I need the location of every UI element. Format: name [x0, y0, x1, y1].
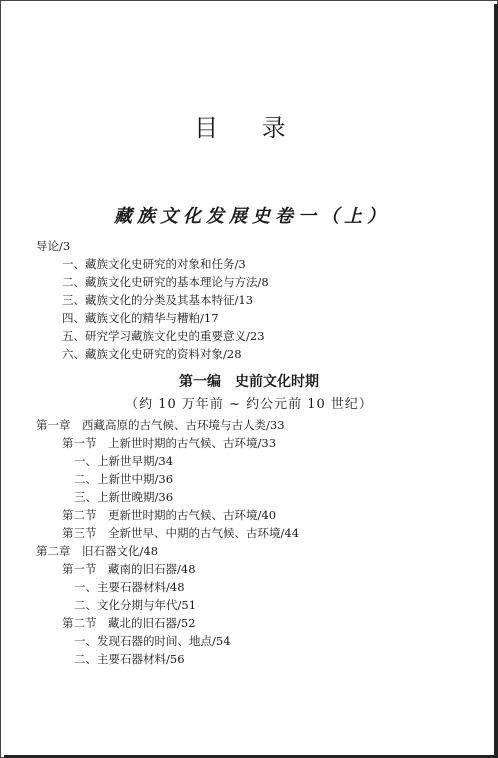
toc-chapter-2-section-2-item-2[interactable]: 二、主要石器材料/56: [74, 652, 185, 666]
toc-chapter-1-section-1-item-3[interactable]: 三、上新世晚期/36: [74, 490, 174, 504]
toc-chapter-2[interactable]: 第二章 旧石器文化/48: [36, 544, 159, 558]
page-title: 目 录: [194, 114, 304, 142]
toc-intro[interactable]: 导论/3: [36, 239, 71, 253]
toc-intro-item-6[interactable]: 六、藏族文化史研究的资料对象/28: [62, 347, 242, 361]
toc-intro-item-1[interactable]: 一、藏族文化史研究的对象和任务/3: [62, 257, 246, 271]
toc-chapter-2-section-1[interactable]: 第一节 藏南的旧石器/48: [62, 562, 196, 576]
toc-chapter-1-section-1-item-2[interactable]: 二、上新世中期/36: [74, 472, 174, 486]
volume-title: 藏族文化发展史卷一（上）: [114, 206, 390, 227]
toc-chapter-2-section-2[interactable]: 第二节 藏北的旧石器/52: [62, 616, 196, 630]
toc-chapter-1-section-1-item-1[interactable]: 一、上新世早期/34: [74, 454, 174, 468]
toc-chapter-2-section-2-item-1[interactable]: 一、发现石器的时间、地点/54: [74, 634, 231, 648]
toc-intro-item-5[interactable]: 五、研究学习藏族文化史的重要意义/23: [62, 329, 265, 343]
toc-chapter-2-section-1-item-1[interactable]: 一、主要石器材料/48: [74, 580, 185, 594]
toc-intro-item-2[interactable]: 二、藏族文化史研究的基本理论与方法/8: [62, 275, 269, 289]
toc-chapter-2-section-1-item-2[interactable]: 二、文化分期与年代/51: [74, 598, 197, 612]
part-subtitle: （约 10 万年前 ~ 约公元前 10 世纪）: [125, 397, 373, 412]
toc-intro-item-3[interactable]: 三、藏族文化的分类及其基本特征/13: [62, 293, 254, 307]
part-title[interactable]: 第一编 史前文化时期: [179, 374, 319, 390]
toc-chapter-1-section-2[interactable]: 第二节 更新世时期的古气候、古环境/40: [62, 508, 277, 522]
toc-chapter-1-section-1[interactable]: 第一节 上新世时期的古气候、古环境/33: [62, 436, 277, 450]
toc-chapter-1-section-3[interactable]: 第三节 全新世早、中期的古气候、古环境/44: [62, 526, 300, 540]
toc-chapter-1[interactable]: 第一章 西藏高原的古气候、古环境与古人类/33: [36, 418, 285, 432]
toc-intro-item-4[interactable]: 四、藏族文化的精华与糟粕/17: [62, 311, 219, 325]
